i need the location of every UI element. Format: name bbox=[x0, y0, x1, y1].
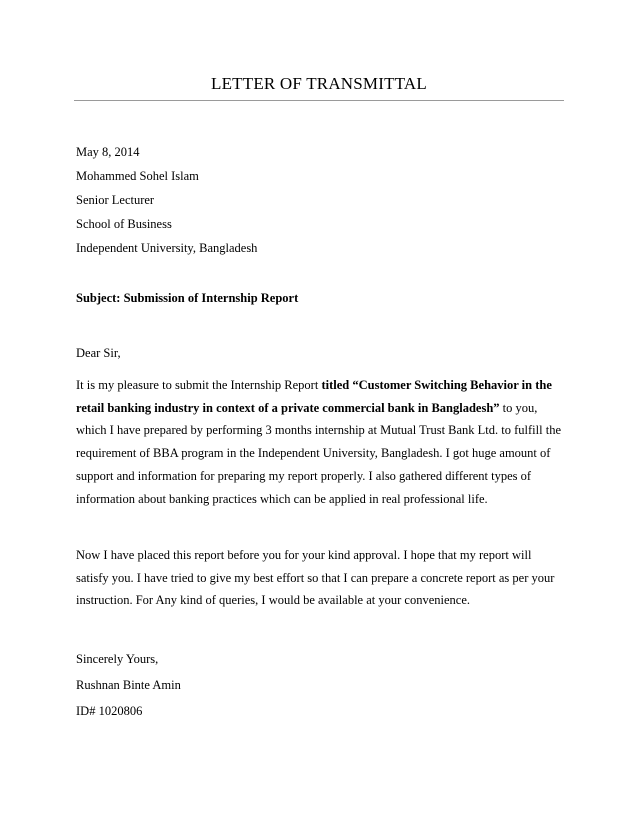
valediction: Sincerely Yours, bbox=[76, 652, 159, 666]
recipient-institution: Independent University, Bangladesh bbox=[76, 241, 258, 255]
sender-name: Rushnan Binte Amin bbox=[76, 678, 181, 692]
letter-date: May 8, 2014 bbox=[76, 145, 140, 159]
body-paragraph-1 bbox=[76, 374, 566, 510]
sender-id: ID# 1020806 bbox=[76, 704, 143, 718]
report-title: titled “Customer Switching Behavior in the retail banking industry in context of a private commercial bank in Bangladesh” bbox=[76, 378, 552, 415]
recipient-department: School of Business bbox=[76, 217, 172, 231]
subject-line: Subject: Submission of Internship Report bbox=[76, 291, 299, 305]
paragraph-1-rest: to you, which I have prepared by performing 3 months internship at Mutual Trust Bank Ltd. to fulfill the requirement of BBA program in the Independent University, Bangladesh. I got huge amount of support and information for preparing my report properly. I also gathered different types of information about banking practices which can be applied in real professional life. bbox=[76, 400, 561, 506]
page-title: LETTER OF TRANSMITTAL bbox=[211, 74, 427, 93]
paragraph-1-intro: It is my pleasure to submit the Internship Report bbox=[76, 378, 322, 392]
title-divider bbox=[74, 100, 564, 101]
recipient-position: Senior Lecturer bbox=[76, 193, 155, 207]
body-paragraph-2: Now I have placed this report before you for your kind approval. I hope that my report will satisfy you. I have tried to give my best effort so that I can prepare a concrete report as per your instruction. For Any kind of queries, I would be available at your convenience. bbox=[76, 548, 555, 608]
recipient-name: Mohammed Sohel Islam bbox=[76, 169, 199, 183]
salutation: Dear Sir, bbox=[76, 346, 121, 360]
